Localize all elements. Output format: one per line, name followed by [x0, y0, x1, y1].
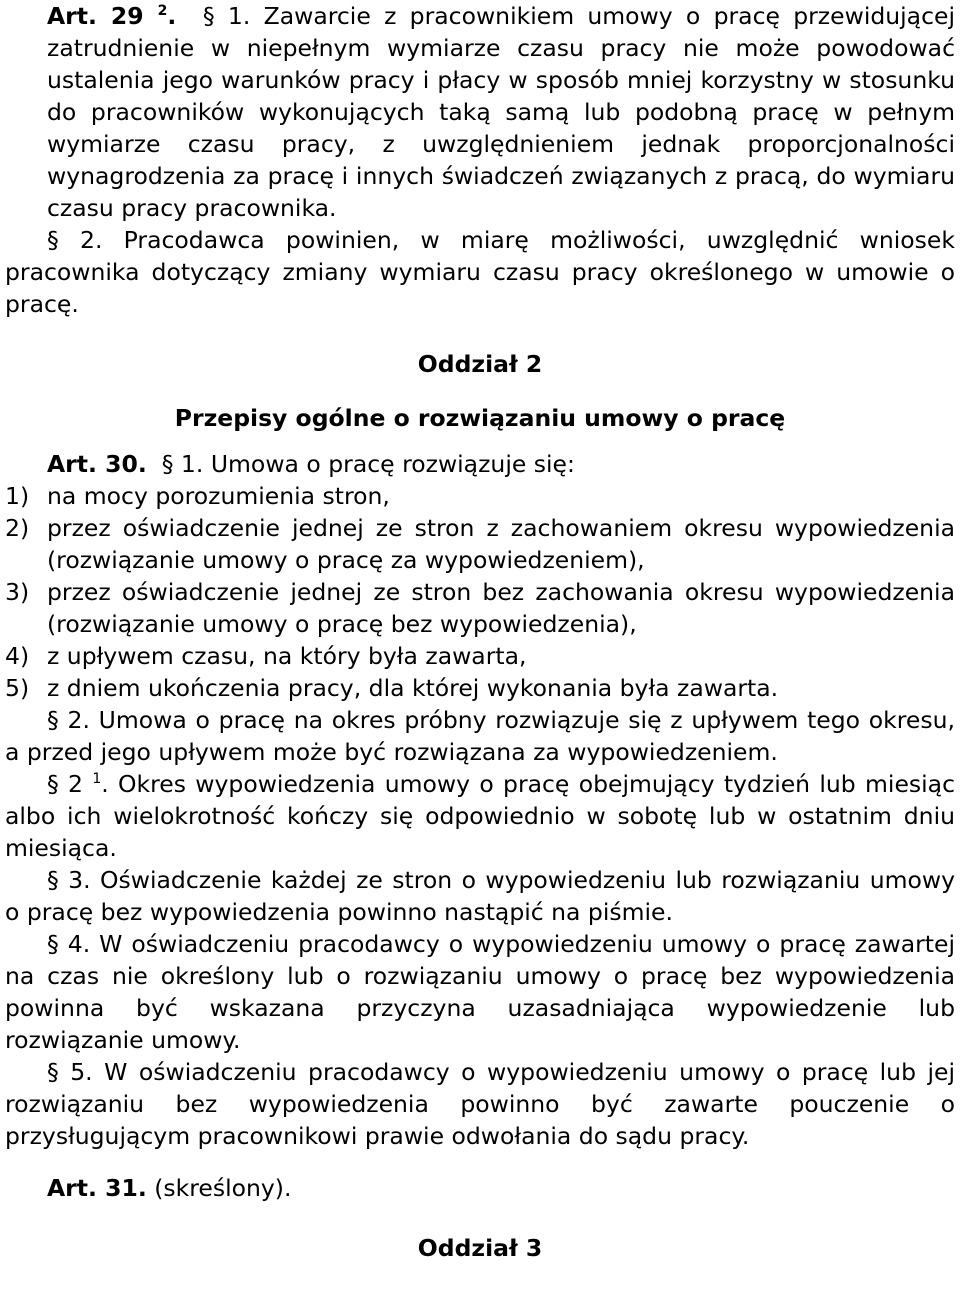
- art-30-par-3: § 3. Oświadczenie każdej ze stron o wypowiedzeniu lub rozwiązaniu umowy o pracę bez wypowiedzenia powinno nastąpić na piśmie.: [5, 866, 955, 926]
- list-item: 5) z dniem ukończenia pracy, dla której wykonania była zawarta.: [5, 674, 779, 702]
- art-30-par-2-1: [5, 768, 955, 864]
- art-30-par-1: [5, 448, 955, 480]
- art-30-par-1-text: Umowa o pracę rozwiązuje się:: [210, 450, 575, 478]
- art-30-par-2-1-sup: 1: [92, 771, 102, 788]
- art-30-par-1-mark: § 1.: [161, 450, 204, 478]
- list-item: 4) z upływem czasu, na który była zawarta,: [5, 642, 527, 670]
- art-30-par-2-1-text: . Okres wypowiedzenia umowy o pracę obejmujący tydzień lub miesiąc albo ich wielokrotność kończy się odpowiednio w sobotę lub w ostatnim dniu miesiąca.: [5, 770, 956, 862]
- list-item: 3) przez oświadczenie jednej ze stron bez zachowania okresu wypowiedzenia (rozwiązanie umowy o pracę bez wypowiedzenia),: [5, 578, 955, 638]
- art-31-label: Art. 31.: [47, 1174, 147, 1202]
- art-30-label: Art. 30.: [47, 450, 147, 478]
- list-item: 1) na mocy porozumienia stron,: [5, 482, 390, 510]
- section-2-title: Oddział 2: [417, 350, 543, 378]
- art-29-2-label: Art. 29 $^2$.: [47, 2, 177, 30]
- art-29-2-par-2: § 2. Pracodawca powinien, w miarę możliwości, uwzględnić wniosek pracownika dotyczący zmiany wymiaru czasu pracy określonego w umowie o pracę.: [5, 226, 955, 318]
- list-item: 2) przez oświadczenie jednej ze stron z zachowaniem okresu wypowiedzenia (rozwiązanie umowy o pracę za wypowiedzeniem),: [5, 514, 955, 574]
- section-3-title: Oddział 3: [417, 1234, 543, 1262]
- section-2-subtitle: Przepisy ogólne o rozwiązaniu umowy o pracę: [174, 404, 786, 432]
- art-30-par-5: § 5. W oświadczeniu pracodawcy o wypowiedzeniu umowy o pracę lub jej rozwiązaniu bez wypowiedzenia powinno być zawarte pouczenie o przysługującym pracownikowi prawie odwołania do sądu pracy.: [5, 1058, 955, 1150]
- art-30-par-4: § 4. W oświadczeniu pracodawcy o wypowiedzeniu umowy o pracę zawartej na czas nie określony lub o rozwiązaniu umowy o pracę bez wypowiedzenia powinna być wskazana przyczyna uzasadniająca wypowiedzenie lub rozwiązanie umowy.: [5, 930, 955, 1054]
- art-29-2-par-1: [5, 0, 955, 224]
- art-29-2-par-1-mark: § 1.: [202, 2, 251, 30]
- art-30-par-2-1-mark: § 2: [47, 770, 84, 798]
- art-29-2-par-1-text: Zawarcie z pracownikiem umowy o pracę przewidującej zatrudnienie w niepełnym wymiarze czasu pracy nie może powodować ustalenia jego warunków pracy i płacy w sposób mniej korzystny w stosunku do pracowników wykonujących taką samą lub podobną pracę w pełnym wymiarze czasu pracy, z uwzględnieniem jednak proporcjonalności wynagrodzenia za pracę i innych świadczeń związanych z pracą, do wymiaru czasu pracy pracownika.: [47, 2, 955, 222]
- art-30-par-2: § 2. Umowa o pracę na okres próbny rozwiązuje się z upływem tego okresu, a przed jego upływem może być rozwiązana za wypowiedzeniem.: [5, 706, 955, 766]
- art-31: [5, 1172, 955, 1204]
- art-31-text: (skreślony).: [154, 1174, 292, 1202]
